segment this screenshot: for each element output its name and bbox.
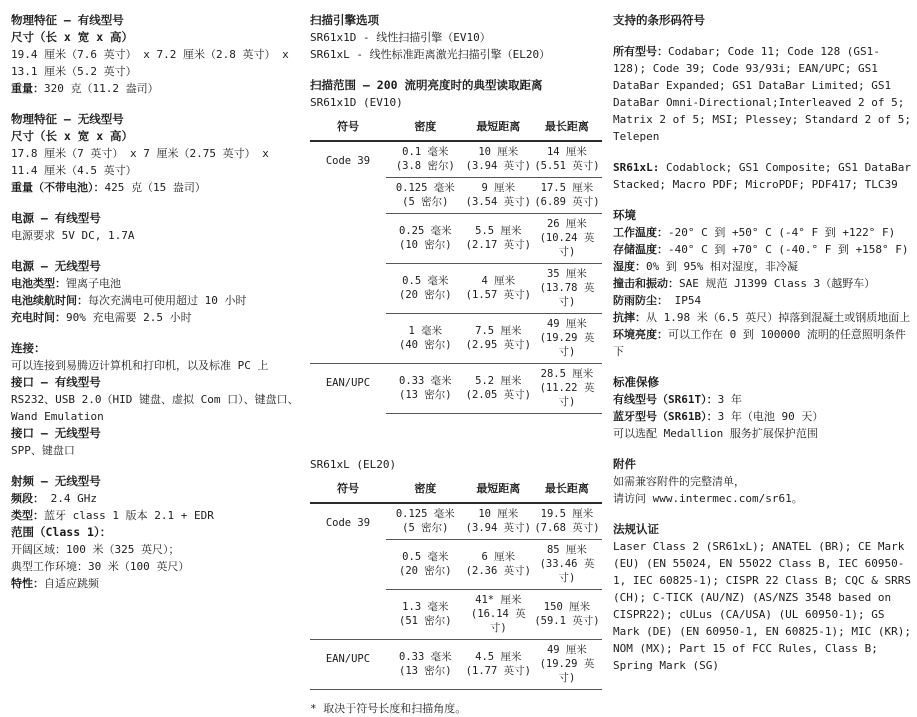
section-heading (613, 374, 913, 391)
min-distance-cell (465, 364, 532, 414)
text-run: 每次充满电可使用超过 10 小时 (88, 294, 247, 307)
spacer (613, 360, 913, 374)
table-row (310, 364, 602, 414)
max-distance-cell (532, 590, 602, 640)
density-cell (386, 214, 465, 264)
text-run: SR61xL (EL20) (310, 458, 397, 471)
spec-line (613, 159, 913, 193)
spec-line (11, 80, 299, 97)
cell-line: (5.51 英寸) (534, 160, 600, 172)
section-heading (11, 210, 299, 227)
cell-line: (13 密尔) (399, 665, 452, 677)
section-heading (11, 340, 299, 357)
field-label: 蓝牙型号（SR61B）： (613, 410, 718, 423)
cell-line: 5.2 厘米 (475, 375, 522, 387)
symbol-cell: Code 39 (310, 141, 386, 364)
text-run: Laser Class 2 (SR61xL); ANATEL (BR); CE Mark (EU) (EN 55024, EN 55022 Class B, IEC 60950-1, IEC 60825-1); CISPR 22 Class B; CQC & SRRS (CH); C-TICK (AU/NZ) (AS/NZS 3548 based on CISPR22); cULus (CA/USA) (UL 60950-1); GS Mark (DE) (EN 60950-1, EN 60825-1); MIC (KR); NOM (MX); Part 15 of FCC Rules, Class B; Spring Mark (SG) (613, 540, 912, 672)
cell-line: (10.24 英寸) (539, 232, 595, 258)
field-label: 特性： (11, 577, 44, 590)
spacer (11, 97, 299, 111)
text-run: RS232、USB 2.0（HID 键盘、虚拟 Com 口）、键盘口、Wand Emulation (11, 393, 299, 423)
cell-line: (11.22 英寸) (539, 382, 595, 408)
spacer (310, 414, 602, 428)
text-run: 电源 — 无线型号 (11, 259, 101, 273)
cell-line: 28.5 厘米 (540, 368, 594, 380)
spec-line (310, 29, 602, 46)
text-run: * 取决于符号长度和扫描角度。 (310, 702, 467, 715)
cell-line: 9 厘米 (481, 182, 516, 194)
text-run: 尺寸（长 x 宽 x 高） (11, 30, 134, 44)
cell-line: (5 密尔) (402, 522, 449, 534)
table-footnote (310, 700, 602, 717)
density-cell (386, 540, 465, 590)
text-run: SR61xL - 线性标准距离激光扫描引擎（EL20） (310, 48, 551, 61)
section-heading (11, 12, 299, 29)
spec-line (613, 490, 913, 507)
min-distance-cell (465, 141, 532, 178)
spec-line (11, 490, 299, 507)
cell-line: (7.68 英寸) (534, 522, 600, 534)
text-run: 典型工作环境：30 米（100 英尺） (11, 560, 190, 573)
spec-line (613, 275, 913, 292)
density-cell (386, 141, 465, 178)
text-run: 可以连接到易腾迈计算机和打印机，以及标准 PC 上 (11, 359, 269, 372)
cell-line: 49 厘米 (546, 644, 587, 656)
text-run: 90% 充电需要 2.5 小时 (66, 311, 192, 324)
cell-line: (2.05 英寸) (465, 389, 531, 401)
text-run: 接口 — 有线型号 (11, 375, 101, 389)
text-run: 扫描引擎选项 (310, 13, 379, 27)
text-run: 425 克（15 盎司） (104, 181, 206, 194)
text-run: -40° C 到 +70° C (-40.° F 到 +158° F) (668, 243, 909, 256)
max-distance-cell (532, 264, 602, 314)
section-heading (613, 456, 913, 473)
cell-line: (3.54 英寸) (465, 196, 531, 208)
text-run: 环境 (613, 208, 636, 222)
cell-line: 4 厘米 (481, 275, 516, 287)
field-label: 电池续航时间： (11, 294, 88, 307)
text-run: 锂离子电池 (66, 277, 121, 290)
text-run: 尺寸（长 x 宽 x 高） (11, 129, 134, 143)
cell-line: (20 密尔) (399, 289, 452, 301)
cell-line: (10 密尔) (399, 239, 452, 251)
cell-line: (20 密尔) (399, 565, 452, 577)
column-header: 符号 (310, 478, 386, 503)
min-distance-cell (465, 214, 532, 264)
field-label: 环境亮度： (613, 328, 668, 341)
text-run: 蓝牙 class 1 版本 2.1 + EDR (44, 509, 214, 522)
cell-line: 150 厘米 (543, 601, 591, 613)
cell-line: 35 厘米 (546, 268, 587, 280)
min-distance-cell (465, 314, 532, 364)
text-run: SAE 规范 J1399 Class 3（越野车） (679, 277, 876, 290)
field-label: 有线型号（SR61T）： (613, 393, 718, 406)
text-run: 扫描范围 — 200 流明亮度时的典型读取距离 (310, 78, 543, 92)
spec-line (613, 425, 913, 442)
scan-range-table-el20 (310, 478, 602, 690)
text-run: 自适应跳频 (44, 577, 99, 590)
cell-line: 7.5 厘米 (475, 325, 522, 337)
spec-line (613, 241, 913, 258)
spacer (11, 459, 299, 473)
cell-line: (59.1 英寸) (534, 615, 600, 627)
spacer (310, 428, 602, 442)
text-run: 接口 — 无线型号 (11, 426, 101, 440)
spec-line (11, 145, 299, 179)
max-distance-cell (532, 640, 602, 690)
field-label: 所有型号： (613, 45, 668, 58)
spec-line (11, 46, 299, 80)
field-label: 工作温度： (613, 226, 668, 239)
field-label: 频段： (11, 492, 44, 505)
max-distance-cell (532, 364, 602, 414)
text-run: 标准保修 (613, 375, 659, 389)
spec-line (310, 94, 602, 111)
spacer (310, 442, 602, 456)
text-run: SR61x1D - 线性扫描引擎（EV10） (310, 31, 491, 44)
cell-line: 0.25 毫米 (399, 225, 452, 237)
symbol-cell: Code 39 (310, 503, 386, 640)
spec-line (613, 473, 913, 490)
text-run: 电源要求 5V DC, 1.7A (11, 229, 135, 242)
column-header: 密度 (386, 478, 465, 503)
section-heading (11, 524, 299, 541)
section-heading (613, 12, 913, 29)
max-distance-cell (532, 141, 602, 178)
text-run: 3 年（电池 90 天） (717, 410, 824, 423)
column-header: 密度 (386, 116, 465, 141)
spec-line (613, 43, 913, 145)
cell-line: 14 厘米 (546, 146, 587, 158)
cell-line: 0.33 毫米 (399, 375, 452, 387)
cell-line: 10 厘米 (478, 508, 519, 520)
spec-line (613, 258, 913, 275)
scan-range-table-ev10 (310, 116, 602, 414)
text-run: Codabar; Code 11; Code 128 (GS1-128); Code 39; Code 93/93i; EAN/UPC; GS1 DataBar Expanded; GS1 DataBar Limited; GS1 DataBar Omni-Directional;Interleaved 2 of 5; Matrix 2 of 5; MSI; Plessey; Standard 2 of 5; Telepen (613, 45, 912, 143)
column-symbologies-env (613, 12, 913, 674)
section-heading (310, 77, 602, 94)
field-label: 存储温度： (613, 243, 668, 256)
section-heading (11, 425, 299, 442)
spec-line (11, 357, 299, 374)
text-run: 支持的条形码符号 (613, 13, 705, 27)
cell-line: 26 厘米 (546, 218, 587, 230)
density-cell (386, 314, 465, 364)
cell-line: 1 毫米 (408, 325, 443, 337)
field-label: 重量（不带电池）： (11, 181, 105, 194)
text-run: 射频 — 无线型号 (11, 474, 101, 488)
text-run: 物理特征 — 有线型号 (11, 13, 124, 27)
column-header: 最短距离 (465, 116, 532, 141)
cell-line: (2.95 英寸) (465, 339, 531, 351)
text-run: 19.4 厘米（7.6 英寸） x 7.2 厘米（2.8 英寸） x 13.1 厘米（5.2 英寸） (11, 48, 289, 78)
spacer (11, 196, 299, 210)
cell-line: 6 厘米 (481, 551, 516, 563)
cell-line: 0.125 毫米 (395, 182, 455, 194)
field-label: 湿度： (613, 260, 646, 273)
cell-line: 0.125 毫米 (395, 508, 455, 520)
max-distance-cell (532, 314, 602, 364)
cell-line: (3.8 密尔) (395, 160, 455, 172)
text-run: 17.8 厘米（7 英寸） x 7 厘米（2.75 英寸） x 11.4 厘米（4.5 英寸） (11, 147, 269, 177)
section-heading (310, 12, 602, 29)
column-header: 最短距离 (465, 478, 532, 503)
text-run: 物理特征 — 无线型号 (11, 112, 124, 126)
density-cell (386, 590, 465, 640)
section-heading (11, 374, 299, 391)
cell-line: (19.29 英寸) (539, 658, 595, 684)
text-run: 可以选配 Medallion 服务扩展保护范围 (613, 427, 818, 440)
cell-line: 49 厘米 (546, 318, 587, 330)
spec-line (11, 179, 299, 196)
spec-line (310, 46, 602, 63)
column-header: 符号 (310, 116, 386, 141)
cell-line: 1.3 毫米 (402, 601, 449, 613)
field-label: 抗摔： (613, 311, 646, 324)
section-heading (11, 29, 299, 46)
min-distance-cell (465, 640, 532, 690)
spec-line (11, 541, 299, 558)
max-distance-cell (532, 540, 602, 590)
cell-line: (3.94 英寸) (465, 160, 531, 172)
table-row (310, 640, 602, 690)
spec-line (11, 558, 299, 575)
column-physical-specs (11, 12, 299, 592)
min-distance-cell (465, 264, 532, 314)
section-heading (11, 111, 299, 128)
text-run: 0% 到 95% 相对湿度，非冷凝 (646, 260, 798, 273)
column-header: 最长距离 (532, 478, 602, 503)
cell-line: (33.46 英寸) (539, 558, 595, 584)
symbol-cell: EAN/UPC (310, 640, 386, 690)
max-distance-cell (532, 214, 602, 264)
field-label: 重量： (11, 82, 44, 95)
density-cell (386, 640, 465, 690)
spacer (310, 63, 602, 77)
cell-line: 0.1 毫米 (402, 146, 449, 158)
cell-line: 10 厘米 (478, 146, 519, 158)
spec-line (11, 442, 299, 459)
cell-line: 17.5 厘米 (540, 182, 594, 194)
max-distance-cell (532, 178, 602, 214)
cell-line: (1.77 英寸) (465, 665, 531, 677)
density-cell (386, 364, 465, 414)
text-run: 请访问 www.intermec.com/sr61。 (613, 492, 803, 505)
text-run: SR61x1D (EV10) (310, 96, 403, 109)
text-run: 法规认证 (613, 522, 659, 536)
field-label: 防雨防尘： (613, 294, 668, 307)
cell-line: (6.89 英寸) (534, 196, 600, 208)
table-row (310, 503, 602, 540)
spec-line (11, 275, 299, 292)
spec-line (613, 309, 913, 326)
spacer (11, 326, 299, 340)
spec-line (11, 309, 299, 326)
text-run: 从 1.98 米（6.5 英尺）掉落到混凝土或钢质地面上 (646, 311, 911, 324)
section-heading (11, 473, 299, 490)
cell-line: 0.5 毫米 (402, 275, 449, 287)
spec-line (613, 224, 913, 241)
cell-line: 41* 厘米 (475, 594, 522, 606)
cell-line: 5.5 厘米 (475, 225, 522, 237)
spec-line (310, 456, 602, 473)
density-cell (386, 178, 465, 214)
spec-line (11, 292, 299, 309)
field-label: 类型： (11, 509, 44, 522)
cell-line: (3.94 英寸) (465, 522, 531, 534)
text-run: IP54 (668, 294, 702, 307)
text-run: 连接： (11, 341, 46, 355)
cell-line: (13 密尔) (399, 389, 452, 401)
symbol-cell: EAN/UPC (325, 377, 371, 389)
field-label: 电池类型： (11, 277, 66, 290)
section-heading (613, 521, 913, 538)
spacer (613, 507, 913, 521)
cell-line: 0.33 毫米 (399, 651, 452, 663)
spacer (613, 442, 913, 456)
cell-line: (51 密尔) (399, 615, 452, 627)
column-scan-engine (310, 12, 602, 717)
spec-line (613, 538, 913, 674)
text-run: 如需兼容附件的完整清单， (613, 475, 745, 488)
field-label: 充电时间： (11, 311, 66, 324)
spacer (613, 145, 913, 159)
section-heading (11, 128, 299, 145)
cell-line: 0.5 毫米 (402, 551, 449, 563)
min-distance-cell (465, 590, 532, 640)
spec-line (11, 391, 299, 425)
text-run: 附件 (613, 457, 636, 471)
text-run: 3 年 (717, 393, 742, 406)
cell-line: (13.78 英寸) (539, 282, 595, 308)
spacer (613, 29, 913, 43)
text-run: SPP、键盘口 (11, 444, 75, 457)
field-label: SR61xL: (613, 161, 660, 174)
min-distance-cell (465, 503, 532, 540)
text-run: 2.4 GHz (44, 492, 97, 505)
cell-line: (19.29 英寸) (539, 332, 595, 358)
cell-line: (40 密尔) (399, 339, 452, 351)
spec-line (613, 326, 913, 360)
section-heading (11, 258, 299, 275)
min-distance-cell (465, 540, 532, 590)
text-run: 320 克（11.2 盎司） (44, 82, 159, 95)
density-cell (386, 264, 465, 314)
cell-line: (2.17 英寸) (465, 239, 531, 251)
spec-line (11, 227, 299, 244)
table-row (310, 141, 602, 178)
cell-line: (16.14 英寸) (470, 608, 526, 634)
spacer (613, 193, 913, 207)
cell-line: (5 密尔) (402, 196, 449, 208)
density-cell (386, 503, 465, 540)
min-distance-cell (465, 178, 532, 214)
text-run: -20° C 到 +50° C (-4° F 到 +122° F) (668, 226, 896, 239)
cell-line: 19.5 厘米 (540, 508, 594, 520)
spec-line (613, 408, 913, 425)
text-run: 电源 — 有线型号 (11, 211, 101, 225)
field-label: 撞击和振动： (613, 277, 679, 290)
text-run: 可以工作在 0 到 100000 流明的任意照明条件下 (613, 328, 906, 358)
spec-line (613, 391, 913, 408)
spec-line (613, 292, 913, 309)
max-distance-cell (532, 503, 602, 540)
text-run: 开阔区域：100 米（325 英尺）； (11, 543, 180, 556)
cell-line: 4.5 厘米 (475, 651, 522, 663)
text-run: 范围（Class 1）： (11, 525, 112, 539)
text-run: Codablock; GS1 Composite; GS1 DataBar Stacked; Macro PDF; MicroPDF; PDF417; TLC39 (613, 161, 912, 191)
spec-line (11, 507, 299, 524)
cell-line: 85 厘米 (546, 544, 587, 556)
cell-line: (2.36 英寸) (465, 565, 531, 577)
cell-line: (1.57 英寸) (465, 289, 531, 301)
column-header: 最长距离 (532, 116, 602, 141)
spec-line (11, 575, 299, 592)
section-heading (613, 207, 913, 224)
spacer (11, 244, 299, 258)
